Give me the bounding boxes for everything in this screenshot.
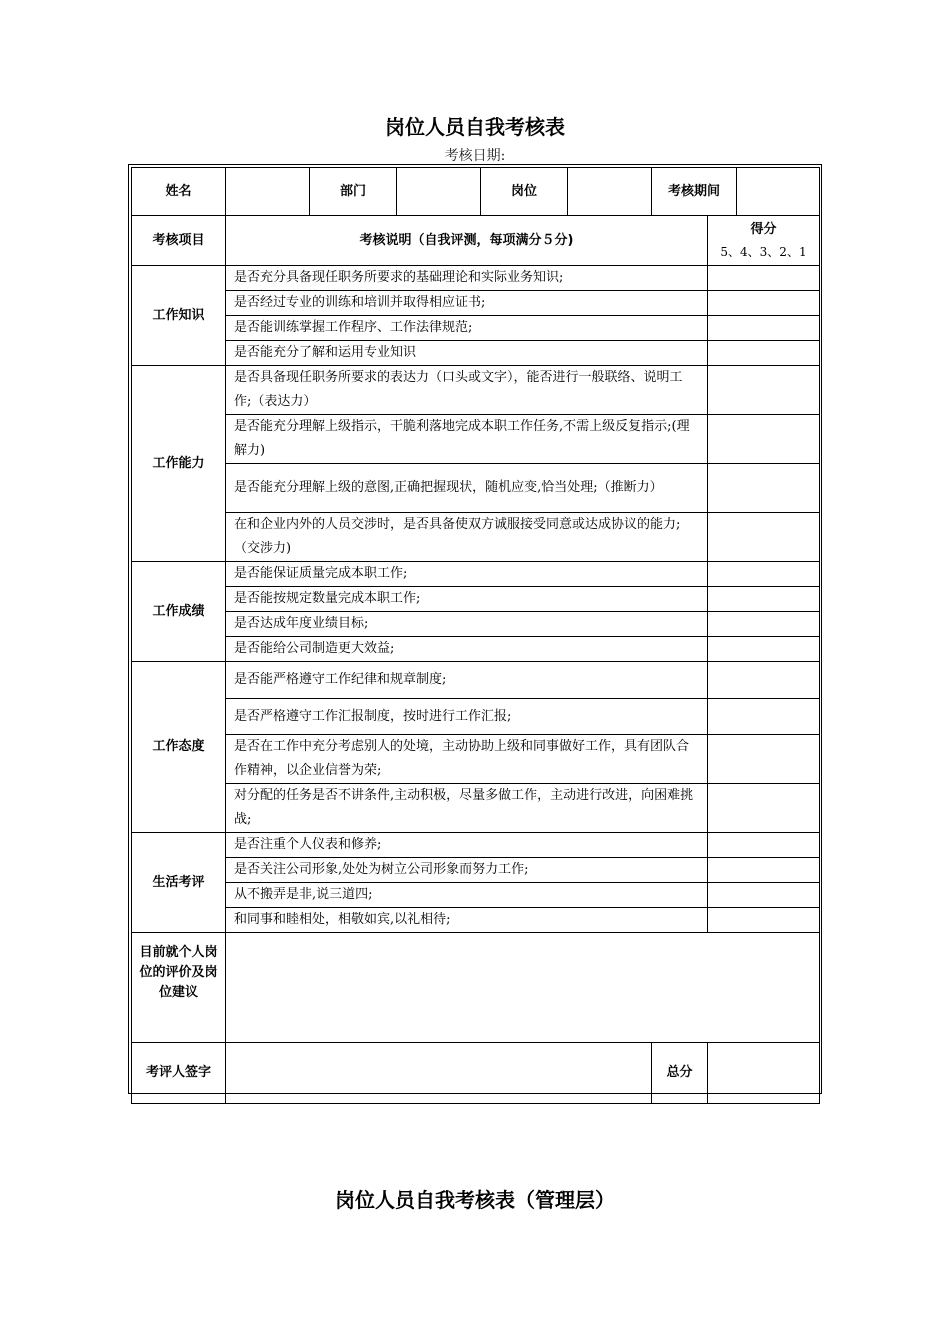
score-field[interactable] bbox=[708, 366, 820, 415]
table-row bbox=[132, 266, 820, 291]
assessment-form bbox=[128, 164, 822, 1094]
score-field[interactable] bbox=[708, 662, 820, 699]
section-label: 工作能力 bbox=[132, 366, 226, 562]
criterion-text: 是否严格遵守工作汇报制度，按时进行工作汇报; bbox=[226, 699, 708, 735]
table-row bbox=[132, 366, 820, 415]
criterion-text: 是否经过专业的训练和培训并取得相应证书; bbox=[226, 291, 708, 316]
period-cell bbox=[652, 168, 820, 216]
header-row bbox=[132, 168, 820, 216]
table-row bbox=[132, 637, 820, 662]
criterion-text: 从不搬弄是非,说三道四; bbox=[226, 883, 708, 908]
section-label: 工作知识 bbox=[132, 266, 226, 366]
criterion-text: 是否能训练掌握工作程序、工作法律规范; bbox=[226, 316, 708, 341]
criterion-text: 是否关注公司形象,处处为树立公司形象而努力工作; bbox=[226, 858, 708, 883]
table-row bbox=[132, 833, 820, 858]
criterion-text: 是否能给公司制造更大效益; bbox=[226, 637, 708, 662]
criterion-text: 是否能严格遵守工作纪律和规章制度; bbox=[226, 662, 708, 699]
score-field[interactable] bbox=[708, 784, 820, 833]
score-field[interactable] bbox=[708, 415, 820, 464]
score-label: 得分 bbox=[750, 221, 777, 237]
score-field[interactable] bbox=[708, 735, 820, 784]
criterion-text: 是否在工作中充分考虑别人的处境，主动协助上级和同事做好工作，具有团队合作精神，以企业信誉为荣; bbox=[226, 735, 708, 784]
score-field[interactable] bbox=[708, 637, 820, 662]
score-field[interactable] bbox=[708, 562, 820, 587]
criterion-text: 是否达成年度业绩目标; bbox=[226, 612, 708, 637]
table-row bbox=[132, 735, 820, 784]
position-field[interactable] bbox=[568, 168, 652, 216]
column-header-row bbox=[132, 216, 820, 266]
table-row bbox=[132, 415, 820, 464]
section-label: 工作成绩 bbox=[132, 562, 226, 662]
assessment-table bbox=[131, 167, 820, 1104]
criterion-text: 是否充分具备现任职务所要求的基础理论和实际业务知识; bbox=[226, 266, 708, 291]
score-field[interactable] bbox=[708, 266, 820, 291]
table-row bbox=[132, 883, 820, 908]
table-row bbox=[132, 699, 820, 735]
criterion-text: 对分配的任务是否不讲条件,主动积极，尽量多做工作，主动进行改进，向困难挑战; bbox=[226, 784, 708, 833]
criterion-text: 是否能保证质量完成本职工作; bbox=[226, 562, 708, 587]
table-row bbox=[132, 316, 820, 341]
score-scale: 5、4、3、2、1 bbox=[720, 244, 807, 259]
table-row bbox=[132, 464, 820, 513]
signature-label: 考评人签字 bbox=[132, 1043, 226, 1104]
self-eval-field[interactable] bbox=[226, 933, 820, 1043]
table-row bbox=[132, 908, 820, 933]
score-field[interactable] bbox=[708, 291, 820, 316]
score-field[interactable] bbox=[708, 587, 820, 612]
dept-field[interactable] bbox=[397, 168, 481, 216]
score-field[interactable] bbox=[708, 341, 820, 366]
signature-row bbox=[132, 1043, 820, 1104]
form-title: 岗位人员自我考核表 bbox=[385, 115, 565, 139]
criterion-text: 在和企业内外的人员交涉时，是否具备使双方诚服接受同意或达成协议的能力;（交涉力) bbox=[226, 513, 708, 562]
section-label: 生活考评 bbox=[132, 833, 226, 933]
name-field[interactable] bbox=[226, 168, 310, 216]
signature-field[interactable] bbox=[226, 1043, 652, 1104]
table-row bbox=[132, 858, 820, 883]
table-row bbox=[132, 562, 820, 587]
score-field[interactable] bbox=[708, 908, 820, 933]
desc-column-header: 考核说明（自我评测，每项满分５分) bbox=[226, 216, 708, 266]
table-row bbox=[132, 784, 820, 833]
total-label: 总分 bbox=[652, 1043, 708, 1104]
management-form-title: 岗位人员自我考核表（管理层） bbox=[335, 1188, 615, 1212]
score-field[interactable] bbox=[708, 858, 820, 883]
period-label: 考核期间 bbox=[667, 183, 720, 199]
criterion-text: 是否具备现任职务所要求的表达力（口头或文字），能否进行一般联络、说明工作;（表达力） bbox=[226, 366, 708, 415]
assessment-date-label: 考核日期: bbox=[444, 148, 506, 164]
table-row bbox=[132, 612, 820, 637]
score-field[interactable] bbox=[708, 464, 820, 513]
position-label: 岗位 bbox=[481, 168, 568, 216]
period-field[interactable] bbox=[737, 168, 819, 215]
criterion-text: 是否注重个人仪表和修养; bbox=[226, 833, 708, 858]
score-field[interactable] bbox=[708, 513, 820, 562]
score-field[interactable] bbox=[708, 612, 820, 637]
table-row bbox=[132, 587, 820, 612]
score-column-header bbox=[708, 216, 820, 266]
score-field[interactable] bbox=[708, 833, 820, 858]
total-field[interactable] bbox=[708, 1043, 820, 1104]
criterion-text: 是否能充分理解上级指示，干脆利落地完成本职工作任务,不需上级反复指示;(理解力) bbox=[226, 415, 708, 464]
criterion-text: 是否能充分理解上级的意图,正确把握现状，随机应变,恰当处理;（推断力） bbox=[226, 464, 708, 513]
criterion-text: 是否能充分了解和运用专业知识 bbox=[226, 341, 708, 366]
dept-label: 部门 bbox=[310, 168, 397, 216]
section-label: 工作态度 bbox=[132, 662, 226, 833]
table-row bbox=[132, 291, 820, 316]
self-eval-row bbox=[132, 933, 820, 1043]
score-field[interactable] bbox=[708, 699, 820, 735]
criterion-text: 是否能按规定数量完成本职工作; bbox=[226, 587, 708, 612]
score-field[interactable] bbox=[708, 316, 820, 341]
criterion-text: 和同事和睦相处，相敬如宾,以礼相待; bbox=[226, 908, 708, 933]
table-row bbox=[132, 513, 820, 562]
item-column-header: 考核项目 bbox=[132, 216, 226, 266]
table-row bbox=[132, 662, 820, 699]
self-eval-label: 目前就个人岗位的评价及岗位建议 bbox=[132, 933, 226, 1043]
score-field[interactable] bbox=[708, 883, 820, 908]
table-row bbox=[132, 341, 820, 366]
name-label: 姓名 bbox=[132, 168, 226, 216]
